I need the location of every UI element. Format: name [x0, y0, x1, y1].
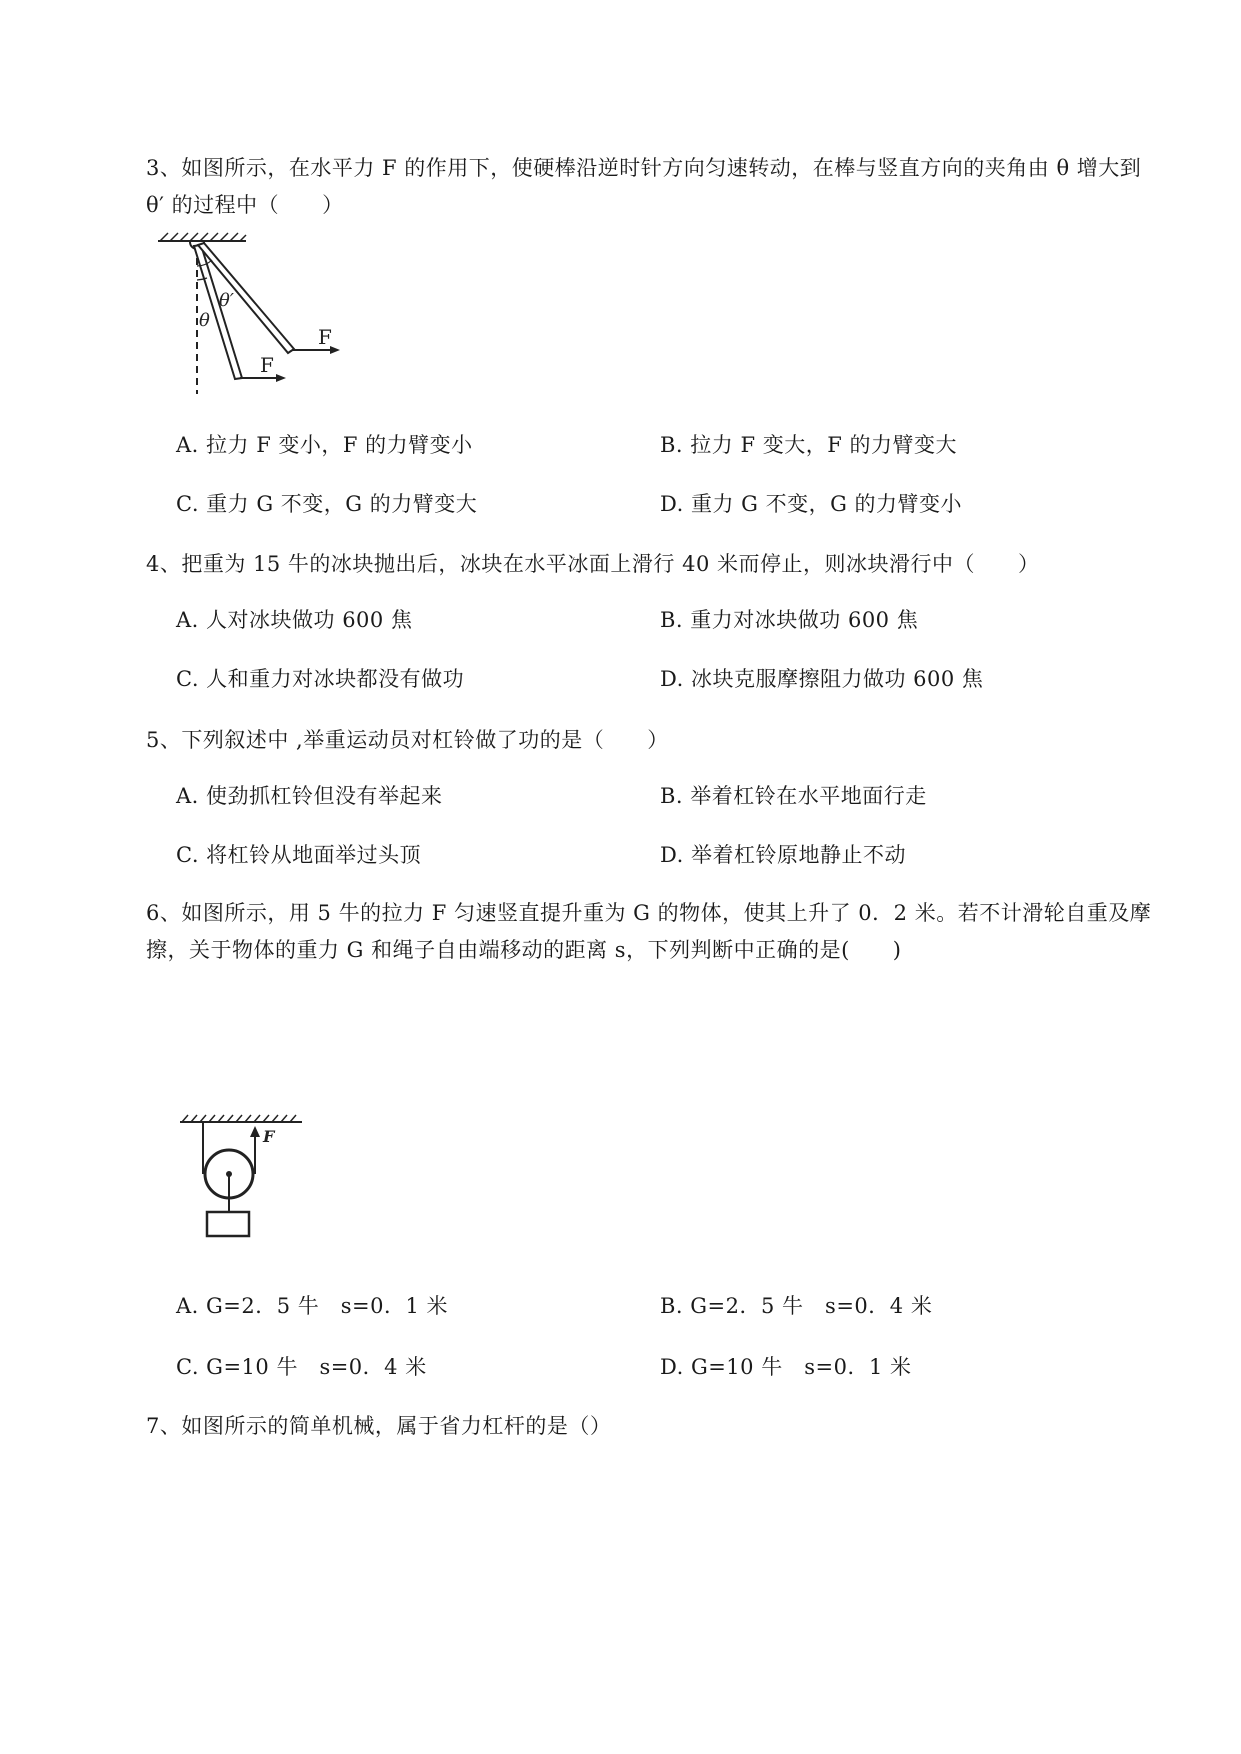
question-4-stem: 4、把重为 15 牛的冰块抛出后，冰块在水平冰面上滑行 40 米而停止，则冰块滑行中（ ）	[146, 552, 1040, 576]
label-force-1: F	[260, 353, 274, 377]
q5-option-a: A. 使劲抓杠铃但没有举起来	[176, 784, 443, 808]
q4-option-d: D. 冰块克服摩擦阻力做功 600 焦	[660, 667, 984, 691]
label-theta-prime: θ′	[219, 290, 234, 311]
figure-rotating-rod	[150, 232, 350, 402]
q3-option-d: D. 重力 G 不变，G 的力臂变小	[660, 492, 963, 516]
q6-option-b: B. G=2．5 牛 s=0．4 米	[660, 1294, 933, 1318]
weight-block	[207, 1212, 249, 1236]
q5-option-b: B. 举着杠铃在水平地面行走	[660, 784, 927, 808]
force-arrow-up	[250, 1126, 260, 1137]
q6-option-a: A. G=2．5 牛 s=0．1 米	[176, 1294, 449, 1318]
ceiling-hatching	[160, 233, 246, 241]
ceiling-hatching	[182, 1115, 296, 1122]
q6-option-c: C. G=10 牛 s=0．4 米	[176, 1355, 427, 1379]
q6-option-d: D. G=10 牛 s=0．1 米	[660, 1355, 912, 1379]
label-force: F	[263, 1127, 275, 1146]
question-3-stem: 3、如图所示，在水平力 F 的作用下，使硬棒沿逆时针方向匀速转动，在棒与竖直方向的夹角由 θ 增大到 θ′ 的过程中（ ）	[146, 156, 1142, 217]
label-theta: θ	[199, 310, 210, 331]
q4-option-c: C. 人和重力对冰块都没有做功	[176, 667, 465, 691]
question-6-stem: 6、如图所示，用 5 牛的拉力 F 匀速竖直提升重为 G 的物体，使其上升了 0．2 米。若不计滑轮自重及摩擦，关于物体的重力 G 和绳子自由端移动的距离 s，下列判断中正确的是( )	[146, 901, 1152, 962]
question-7-stem: 7、如图所示的简单机械，属于省力杠杆的是（）	[146, 1414, 612, 1438]
q4-option-b: B. 重力对冰块做功 600 焦	[660, 608, 919, 632]
q3-option-c: C. 重力 G 不变，G 的力臂变大	[176, 492, 478, 516]
label-force-2: F	[318, 325, 332, 349]
q3-option-b: B. 拉力 F 变大，F 的力臂变大	[660, 433, 957, 457]
q4-option-a: A. 人对冰块做功 600 焦	[176, 608, 413, 632]
q5-option-c: C. 将杠铃从地面举过头顶	[176, 843, 422, 867]
q5-option-d: D. 举着杠铃原地静止不动	[660, 843, 906, 867]
figure-pulley	[175, 1112, 315, 1244]
q3-option-a: A. 拉力 F 变小，F 的力臂变小	[176, 433, 473, 457]
question-5-stem: 5、下列叙述中 ,举重运动员对杠铃做了功的是（ ）	[146, 728, 669, 752]
